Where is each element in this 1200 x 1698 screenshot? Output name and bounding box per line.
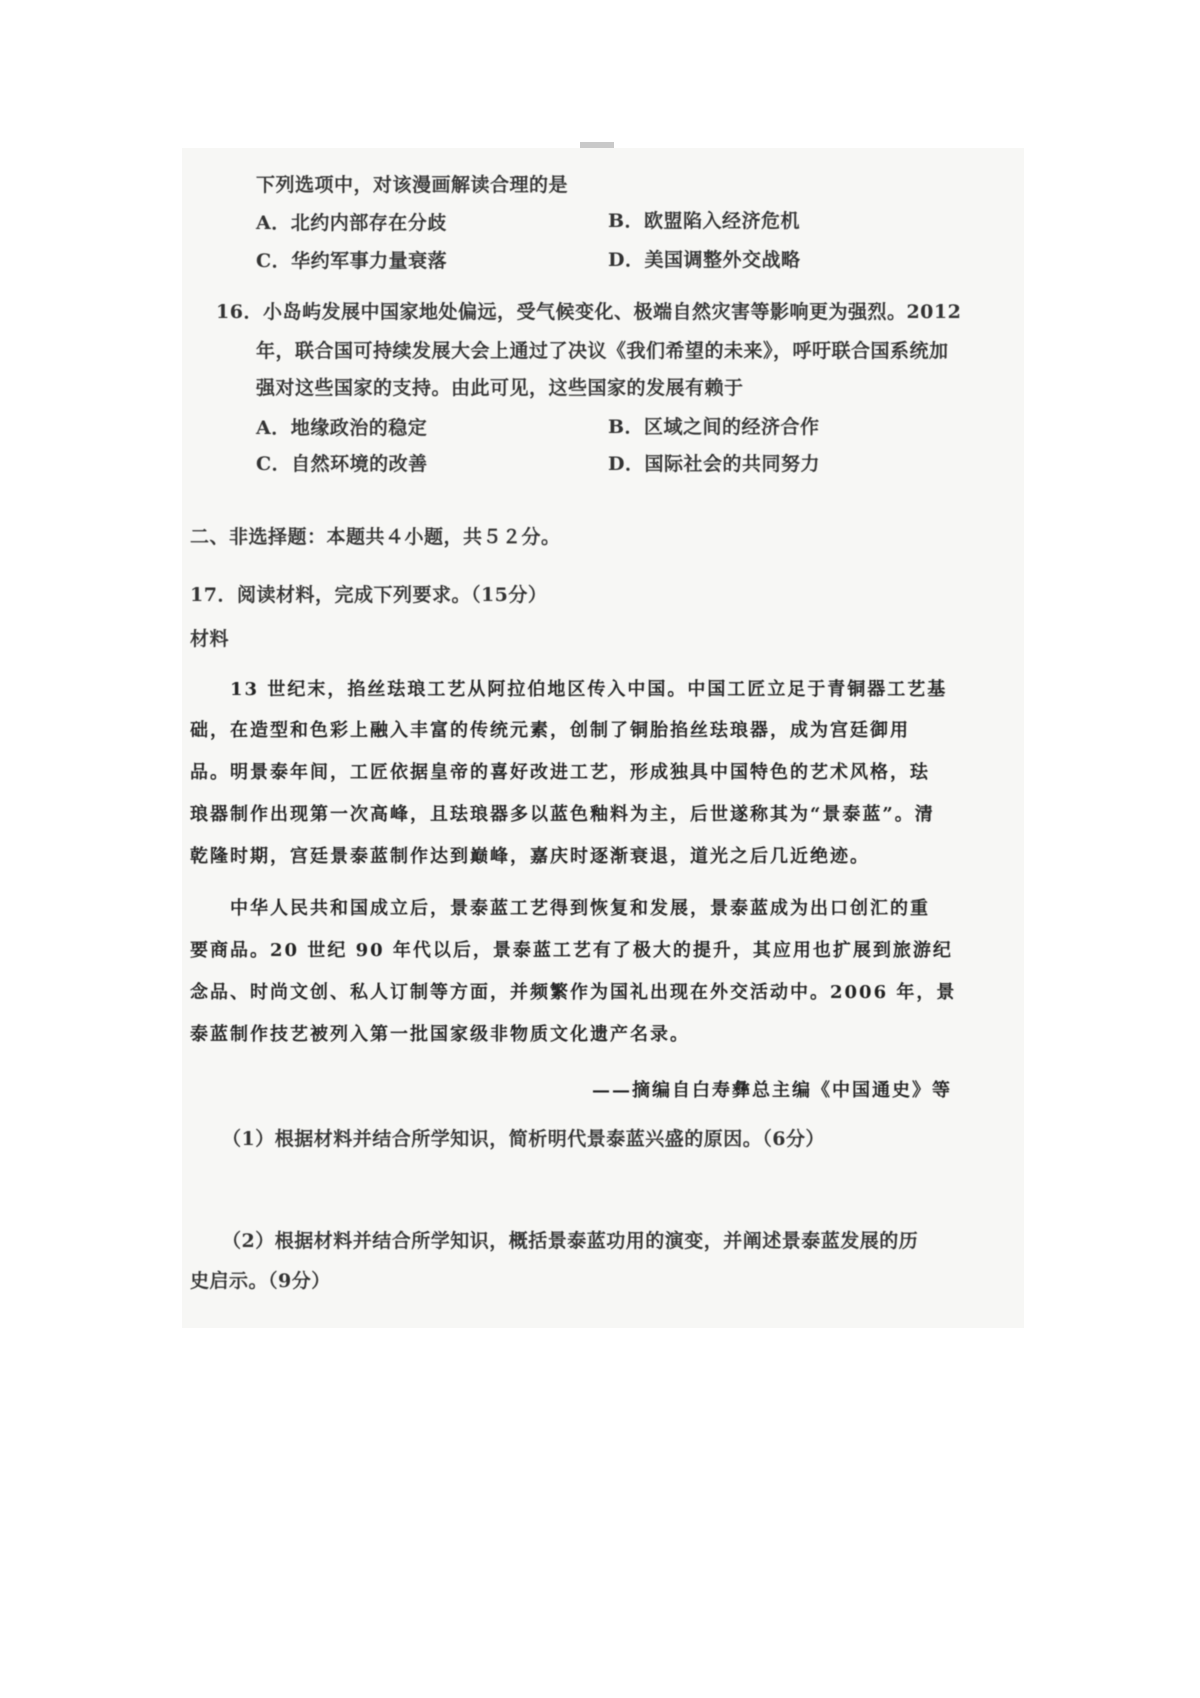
q16-option-c: C．自然环境的改善 <box>256 453 428 475</box>
material-para1-line-4: 琅器制作出现第一次高峰，且珐琅器多以蓝色釉料为主，后世遂称其为“景泰蓝”。清 <box>190 804 935 825</box>
q15-option-a: A．北约内部存在分歧 <box>256 212 447 234</box>
q17-sub1: （1）根据材料并结合所学知识，简析明代景泰蓝兴盛的原因。（6分） <box>222 1128 825 1150</box>
material-para1-line-2: 础，在造型和色彩上融入丰富的传统元素，创制了铜胎掐丝珐琅器，成为宫廷御用 <box>190 720 910 741</box>
q15-option-c: C．华约军事力量衰落 <box>256 250 448 272</box>
q17-sub2-line-1: （2）根据材料并结合所学知识，概括景泰蓝功用的演变，并阐述景泰蓝发展的历 <box>222 1230 919 1252</box>
q17-sub2-line-2: 史启示。（9分） <box>190 1270 331 1292</box>
material-para1-line-5: 乾隆时期，宫廷景泰蓝制作达到巅峰，嘉庆时逐渐衰退，道光之后几近绝迹。 <box>190 846 870 867</box>
material-para2-line-3: 念品、时尚文创、私人订制等方面，并频繁作为国礼出现在外交活动中。2006 年，景 <box>190 982 957 1003</box>
q16-line-1: 16．小岛屿发展中国家地处偏远，受气候变化、极端自然灾害等影响更为强烈。2012 <box>216 301 962 323</box>
material-para1-line-1: 13 世纪末，掐丝珐琅工艺从阿拉伯地区传入中国。中国工匠立足于青铜器工艺基 <box>230 679 948 700</box>
material-para2-line-1: 中华人民共和国成立后，景泰蓝工艺得到恢复和发展，景泰蓝成为出口创汇的重 <box>230 898 930 919</box>
q15-option-b: B．欧盟陷入经济危机 <box>608 210 801 232</box>
q16-option-d: D．国际社会的共同努力 <box>608 453 820 475</box>
material-para2-line-4: 泰蓝制作技艺被列入第一批国家级非物质文化遗产名录。 <box>190 1024 690 1045</box>
q15-option-d: D．美国调整外交战略 <box>608 249 801 271</box>
q16-line-2: 年，联合国可持续发展大会上通过了决议《我们希望的未来》，呼吁联合国系统加 <box>256 340 949 362</box>
q16-option-b: B．区域之间的经济合作 <box>608 416 820 438</box>
page-top-mark <box>580 142 614 148</box>
material-para2-line-2: 要商品。20 世纪 90 年代以后，景泰蓝工艺有了极大的提升，其应用也扩展到旅游纪 <box>190 940 953 961</box>
section-2-heading: 二、非选择题：本题共４小题，共５２分。 <box>190 526 561 548</box>
q15-stem: 下列选项中，对该漫画解读合理的是 <box>256 174 569 196</box>
material-source: ——摘编自白寿彝总主编《中国通史》等 <box>592 1080 952 1101</box>
q17-title: 17．阅读材料，完成下列要求。（15分） <box>190 584 548 606</box>
material-para1-line-3: 品。明景泰年间，工匠依据皇帝的喜好改进工艺，形成独具中国特色的艺术风格，珐 <box>190 762 930 783</box>
q16-line-3: 强对这些国家的支持。由此可见，这些国家的发展有赖于 <box>256 377 744 399</box>
q16-option-a: A．地缘政治的稳定 <box>256 417 428 439</box>
material-label: 材料 <box>190 628 230 650</box>
